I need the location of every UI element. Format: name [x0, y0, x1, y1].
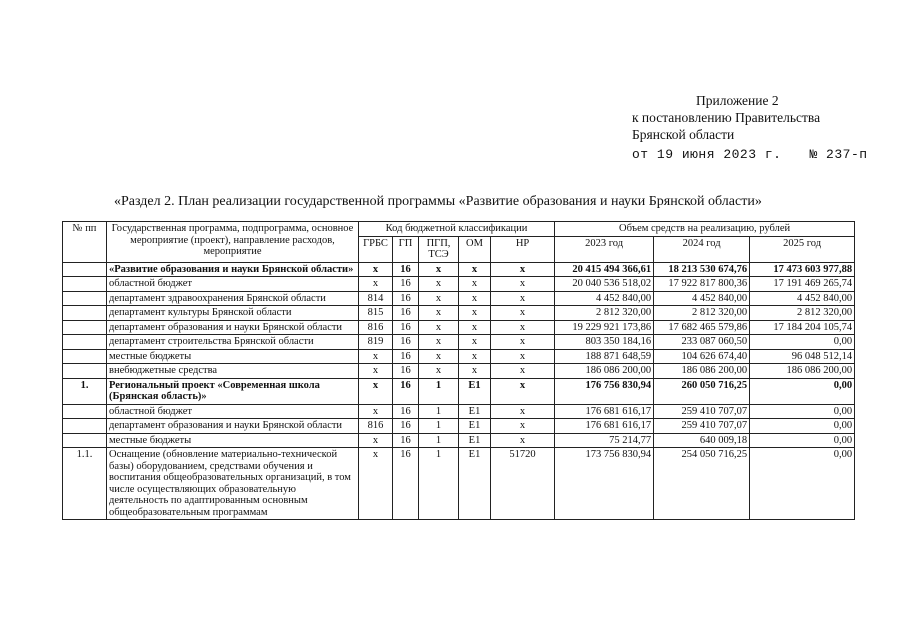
cell-num — [63, 262, 107, 277]
header-ppgp: ПГП, ТСЭ — [419, 236, 459, 262]
header-name: Государственная программа, подпрограмма, основное мероприятие (проект), направление расходов, мероприятие — [107, 222, 359, 263]
cell-gp: 16 — [393, 433, 419, 448]
cell-amount-2025: 0,00 — [750, 419, 855, 434]
cell-amount-2023: 176 681 616,17 — [555, 404, 654, 419]
cell-ppgp: 1 — [419, 433, 459, 448]
table-row — [63, 277, 855, 292]
cell-om: E1 — [459, 378, 491, 404]
cell-om: E1 — [459, 433, 491, 448]
cell-grbs: х — [359, 404, 393, 419]
cell-amount-2024: 17 922 817 800,36 — [654, 277, 750, 292]
cell-grbs: 815 — [359, 306, 393, 321]
cell-gp: 16 — [393, 320, 419, 335]
cell-amount-2025: 0,00 — [750, 404, 855, 419]
annex-block — [632, 92, 868, 163]
cell-num — [63, 335, 107, 350]
cell-amount-2024: 640 009,18 — [654, 433, 750, 448]
cell-amount-2023: 2 812 320,00 — [555, 306, 654, 321]
cell-name: Региональный проект «Современная школа (Брянская область)» — [107, 378, 359, 404]
cell-name: областной бюджет — [107, 404, 359, 419]
header-year-2023: 2023 год — [555, 236, 654, 262]
table-row — [63, 364, 855, 379]
cell-gp: 16 — [393, 306, 419, 321]
cell-amount-2024: 4 452 840,00 — [654, 291, 750, 306]
table-row — [63, 404, 855, 419]
section-heading: «Раздел 2. План реализации государственной программы «Развитие образования и науки Брянской области» — [114, 194, 762, 209]
cell-name: местные бюджеты — [107, 433, 359, 448]
cell-amount-2024: 260 050 716,25 — [654, 378, 750, 404]
cell-amount-2023: 4 452 840,00 — [555, 291, 654, 306]
cell-amount-2025: 186 086 200,00 — [750, 364, 855, 379]
annex-line-1: к постановлению Правительства — [632, 110, 821, 125]
cell-gp: 16 — [393, 277, 419, 292]
cell-nr: х — [491, 349, 555, 364]
cell-num: 1. — [63, 378, 107, 404]
annex-date-prefix: от — [632, 147, 649, 162]
table-row — [63, 306, 855, 321]
cell-om: E1 — [459, 419, 491, 434]
header-num: № пп — [63, 222, 107, 263]
cell-nr: х — [491, 335, 555, 350]
cell-nr: х — [491, 378, 555, 404]
cell-amount-2024: 18 213 530 674,76 — [654, 262, 750, 277]
cell-amount-2025: 96 048 512,14 — [750, 349, 855, 364]
cell-amount-2025: 17 191 469 265,74 — [750, 277, 855, 292]
cell-ppgp: х — [419, 291, 459, 306]
cell-nr: х — [491, 277, 555, 292]
cell-amount-2024: 186 086 200,00 — [654, 364, 750, 379]
cell-name: департамент культуры Брянской области — [107, 306, 359, 321]
cell-amount-2024: 104 626 674,40 — [654, 349, 750, 364]
header-code-group: Код бюджетной классификации — [359, 222, 555, 237]
header-year-2024: 2024 год — [654, 236, 750, 262]
cell-om: х — [459, 291, 491, 306]
cell-amount-2025: 0,00 — [750, 335, 855, 350]
cell-amount-2023: 803 350 184,16 — [555, 335, 654, 350]
annex-number: № 237-п — [809, 147, 868, 162]
cell-grbs: х — [359, 364, 393, 379]
table-row — [63, 291, 855, 306]
cell-nr: х — [491, 404, 555, 419]
cell-amount-2023: 186 086 200,00 — [555, 364, 654, 379]
cell-amount-2025: 17 184 204 105,74 — [750, 320, 855, 335]
cell-num — [63, 277, 107, 292]
cell-name: областной бюджет — [107, 277, 359, 292]
plan-table-body — [63, 262, 855, 520]
cell-amount-2025: 0,00 — [750, 433, 855, 448]
header-grbs: ГРБС — [359, 236, 393, 262]
cell-nr: х — [491, 306, 555, 321]
cell-gp: 16 — [393, 335, 419, 350]
table-row — [63, 433, 855, 448]
cell-ppgp: 1 — [419, 404, 459, 419]
cell-num — [63, 291, 107, 306]
cell-nr: х — [491, 320, 555, 335]
cell-om: х — [459, 277, 491, 292]
cell-num — [63, 404, 107, 419]
table-row — [63, 320, 855, 335]
cell-grbs: х — [359, 433, 393, 448]
cell-ppgp: х — [419, 262, 459, 277]
cell-amount-2025: 0,00 — [750, 448, 855, 520]
cell-ppgp: х — [419, 364, 459, 379]
annex-date: 19 июня 2023 г. — [656, 147, 782, 162]
cell-name: местные бюджеты — [107, 349, 359, 364]
cell-amount-2023: 20 415 494 366,61 — [555, 262, 654, 277]
cell-ppgp: х — [419, 277, 459, 292]
cell-ppgp: 1 — [419, 378, 459, 404]
cell-ppgp: х — [419, 335, 459, 350]
cell-grbs: 816 — [359, 320, 393, 335]
cell-name: департамент строительства Брянской области — [107, 335, 359, 350]
cell-nr: х — [491, 419, 555, 434]
table-row — [63, 419, 855, 434]
header-nr: НР — [491, 236, 555, 262]
cell-ppgp: 1 — [419, 419, 459, 434]
cell-amount-2023: 173 756 830,94 — [555, 448, 654, 520]
cell-name: департамент образования и науки Брянской области — [107, 419, 359, 434]
table-row — [63, 378, 855, 404]
cell-om: х — [459, 364, 491, 379]
cell-num — [63, 364, 107, 379]
cell-gp: 16 — [393, 262, 419, 277]
annex-date-number — [632, 146, 868, 163]
cell-nr: х — [491, 291, 555, 306]
cell-amount-2023: 75 214,77 — [555, 433, 654, 448]
header-amount-group: Объем средств на реализацию, рублей — [555, 222, 855, 237]
cell-ppgp: х — [419, 306, 459, 321]
cell-om: х — [459, 262, 491, 277]
plan-table — [62, 221, 855, 520]
cell-om: E1 — [459, 404, 491, 419]
cell-om: х — [459, 306, 491, 321]
cell-grbs: х — [359, 378, 393, 404]
header-year-2025: 2025 год — [750, 236, 855, 262]
table-row — [63, 349, 855, 364]
cell-om: х — [459, 320, 491, 335]
annex-title: Приложение 2 — [696, 93, 779, 108]
cell-grbs: 819 — [359, 335, 393, 350]
table-row — [63, 448, 855, 520]
cell-num — [63, 419, 107, 434]
table-row — [63, 335, 855, 350]
cell-ppgp: х — [419, 320, 459, 335]
cell-gp: 16 — [393, 291, 419, 306]
cell-gp: 16 — [393, 404, 419, 419]
cell-amount-2024: 2 812 320,00 — [654, 306, 750, 321]
cell-grbs: 814 — [359, 291, 393, 306]
cell-nr: х — [491, 262, 555, 277]
header-gp: ГП — [393, 236, 419, 262]
cell-gp: 16 — [393, 364, 419, 379]
cell-name: внебюджетные средства — [107, 364, 359, 379]
cell-name: департамент здравоохранения Брянской области — [107, 291, 359, 306]
cell-amount-2024: 259 410 707,07 — [654, 419, 750, 434]
cell-amount-2023: 20 040 536 518,02 — [555, 277, 654, 292]
cell-gp: 16 — [393, 419, 419, 434]
cell-name: «Развитие образования и науки Брянской области» — [107, 262, 359, 277]
cell-nr: х — [491, 433, 555, 448]
cell-num — [63, 306, 107, 321]
cell-num — [63, 433, 107, 448]
cell-gp: 16 — [393, 378, 419, 404]
cell-amount-2024: 17 682 465 579,86 — [654, 320, 750, 335]
cell-gp: 16 — [393, 349, 419, 364]
cell-num — [63, 320, 107, 335]
cell-amount-2023: 176 681 616,17 — [555, 419, 654, 434]
cell-amount-2025: 2 812 320,00 — [750, 306, 855, 321]
cell-amount-2023: 188 871 648,59 — [555, 349, 654, 364]
cell-grbs: х — [359, 277, 393, 292]
cell-nr: х — [491, 364, 555, 379]
cell-amount-2023: 176 756 830,94 — [555, 378, 654, 404]
cell-name: департамент образования и науки Брянской области — [107, 320, 359, 335]
table-row — [63, 262, 855, 277]
cell-ppgp: 1 — [419, 448, 459, 520]
cell-grbs: х — [359, 262, 393, 277]
cell-amount-2025: 4 452 840,00 — [750, 291, 855, 306]
cell-om: х — [459, 335, 491, 350]
cell-grbs: х — [359, 448, 393, 520]
cell-num: 1.1. — [63, 448, 107, 520]
cell-grbs: х — [359, 349, 393, 364]
cell-amount-2025: 17 473 603 977,88 — [750, 262, 855, 277]
cell-name: Оснащение (обновление материально-технической базы) оборудованием, средствами обучения и воспитания общеобразовательных организаций, в том числе осуществляющих образовательную деятельность по адаптированным основным общеобразовательным программам — [107, 448, 359, 520]
cell-om: E1 — [459, 448, 491, 520]
cell-num — [63, 349, 107, 364]
cell-nr: 51720 — [491, 448, 555, 520]
cell-gp: 16 — [393, 448, 419, 520]
cell-om: х — [459, 349, 491, 364]
cell-amount-2024: 233 087 060,50 — [654, 335, 750, 350]
annex-line-2: Брянской области — [632, 127, 735, 142]
cell-grbs: 816 — [359, 419, 393, 434]
cell-amount-2025: 0,00 — [750, 378, 855, 404]
cell-amount-2024: 259 410 707,07 — [654, 404, 750, 419]
cell-amount-2024: 254 050 716,25 — [654, 448, 750, 520]
header-om: ОМ — [459, 236, 491, 262]
cell-ppgp: х — [419, 349, 459, 364]
cell-amount-2023: 19 229 921 173,86 — [555, 320, 654, 335]
